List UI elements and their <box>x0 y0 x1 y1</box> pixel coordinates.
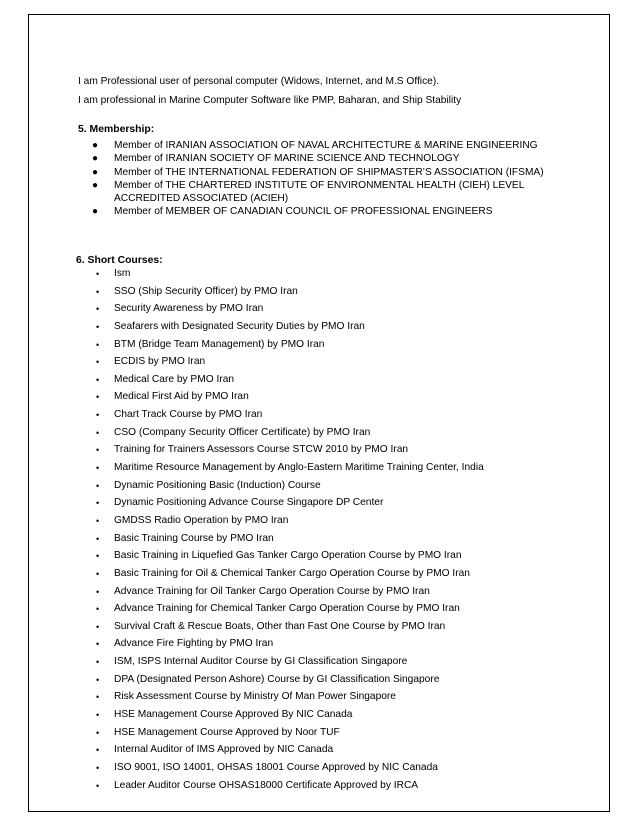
bullet-icon: ● <box>92 180 99 192</box>
intro-line: I am Professional user of personal computer (Widows, Internet, and M.S Office). <box>78 76 440 87</box>
bullet-icon: ● <box>92 140 99 151</box>
bullet-icon: • <box>96 321 100 332</box>
course-item-text: Basic Training Course by PMO Iran <box>114 532 274 544</box>
bullet-icon: ● <box>92 206 99 218</box>
list-item <box>94 497 574 515</box>
bullet-icon: • <box>96 568 100 579</box>
list-item <box>94 391 574 409</box>
bullet-icon: • <box>96 533 100 544</box>
bullet-icon: • <box>96 410 100 421</box>
list-item <box>94 515 574 533</box>
course-item-text: HSE Management Course Approved By NIC Canada <box>114 709 353 721</box>
list-item <box>94 550 574 568</box>
course-item-text: GMDSS Radio Operation by PMO Iran <box>114 514 289 526</box>
bullet-icon: • <box>96 339 100 350</box>
bullet-icon: • <box>96 710 100 721</box>
course-item-text: Seafarers with Designated Security Duties by PMO Iran <box>114 320 365 332</box>
list-item <box>94 321 574 339</box>
courses-list <box>94 268 574 797</box>
membership-item-text: Member of THE CHARTERED INSTITUTE OF ENVIRONMENTAL HEALTH (CIEH) LEVEL ACCREDITED ASSOCIATED (ACIEH) <box>114 180 525 204</box>
list-item <box>94 603 574 621</box>
intro-line: I am professional in Marine Computer Software like PMP, Baharan, and Ship Stability <box>78 95 462 106</box>
list-item <box>94 568 574 586</box>
bullet-icon: • <box>96 269 100 279</box>
bullet-icon: • <box>96 286 100 297</box>
bullet-icon: • <box>96 674 100 685</box>
bullet-icon: ● <box>92 153 99 165</box>
list-item <box>94 462 574 480</box>
list-item <box>94 674 574 692</box>
list-item <box>94 533 574 551</box>
bullet-icon: • <box>96 392 100 403</box>
course-item-text: Basic Training in Liquefied Gas Tanker Cargo Operation Course by PMO Iran <box>114 550 462 562</box>
bullet-icon: • <box>96 692 100 703</box>
membership-list <box>90 140 560 219</box>
course-item-text: Advance Fire Fighting by PMO Iran <box>114 638 274 650</box>
list-item <box>94 444 574 462</box>
list-item <box>94 286 574 304</box>
course-item-text: ECDIS by PMO Iran <box>114 356 206 368</box>
list-item <box>94 303 574 321</box>
bullet-icon: • <box>96 780 100 791</box>
bullet-icon: • <box>96 427 100 438</box>
course-item-text: SSO (Ship Security Officer) by PMO Iran <box>114 285 298 297</box>
list-item <box>94 427 574 445</box>
course-item-text: Training for Trainers Assessors Course STCW 2010 by PMO Iran <box>114 444 409 456</box>
list-item <box>94 356 574 374</box>
membership-heading: 5. Membership: <box>78 124 155 135</box>
course-item-text: Ism <box>114 268 131 279</box>
courses-heading: 6. Short Courses: <box>76 255 163 266</box>
list-item <box>94 727 574 745</box>
course-item-text: Leader Auditor Course OHSAS18000 Certificate Approved by IRCA <box>114 779 419 791</box>
list-item <box>90 206 560 218</box>
course-item-text: Advance Training for Oil Tanker Cargo Operation Course by PMO Iran <box>114 585 430 597</box>
list-item <box>90 167 560 179</box>
list-item <box>94 480 574 498</box>
course-item-text: Dynamic Positioning Basic (Induction) Course <box>114 479 321 491</box>
list-item <box>94 638 574 656</box>
course-item-text: Security Awareness by PMO Iran <box>114 303 264 315</box>
list-item <box>90 140 560 152</box>
bullet-icon: • <box>96 463 100 474</box>
bullet-icon: • <box>96 586 100 597</box>
list-item <box>94 374 574 392</box>
course-item-text: Medical Care by PMO Iran <box>114 373 235 385</box>
list-item <box>94 409 574 427</box>
bullet-icon: • <box>96 304 100 315</box>
list-item <box>94 762 574 780</box>
membership-item-text: Member of THE INTERNATIONAL FEDERATION OF SHIPMASTER’S ASSOCIATION (IFSMA) <box>114 166 544 178</box>
course-item-text: Medical First Aid by PMO Iran <box>114 391 249 403</box>
list-item <box>90 153 560 165</box>
bullet-icon: • <box>96 480 100 491</box>
bullet-icon: • <box>96 445 100 456</box>
membership-item-text: Member of MEMBER OF CANADIAN COUNCIL OF PROFESSIONAL ENGINEERS <box>114 206 493 218</box>
list-item <box>94 621 574 639</box>
list-item <box>94 780 574 798</box>
intro-section <box>78 72 578 110</box>
bullet-icon: • <box>96 727 100 738</box>
course-item-text: HSE Management Course Approved by Noor TUF <box>114 726 340 738</box>
bullet-icon: • <box>96 745 100 756</box>
bullet-icon: • <box>96 357 100 368</box>
course-item-text: BTM (Bridge Team Management) by PMO Iran <box>114 338 325 350</box>
bullet-icon: • <box>96 657 100 668</box>
list-item <box>94 268 574 286</box>
list-item <box>94 691 574 709</box>
bullet-icon: • <box>96 762 100 773</box>
bullet-icon: • <box>96 515 100 526</box>
list-item <box>94 709 574 727</box>
list-item <box>90 180 560 205</box>
bullet-icon: • <box>96 604 100 615</box>
course-item-text: Advance Training for Chemical Tanker Cargo Operation Course by PMO Iran <box>114 603 460 615</box>
bullet-icon: • <box>96 639 100 650</box>
course-item-text: Maritime Resource Management by Anglo-Eastern Maritime Training Center, India <box>114 462 484 474</box>
course-item-text: ISM, ISPS Internal Auditor Course by GI Classification Singapore <box>114 656 408 668</box>
bullet-icon: • <box>96 498 100 509</box>
list-item <box>94 339 574 357</box>
course-item-text: DPA (Designated Person Ashore) Course by GI Classification Singapore <box>114 673 440 685</box>
course-item-text: Basic Training for Oil & Chemical Tanker Cargo Operation Course by PMO Iran <box>114 567 470 579</box>
bullet-icon: • <box>96 551 100 562</box>
bullet-icon: ● <box>92 166 99 178</box>
course-item-text: Survival Craft & Rescue Boats, Other than Fast One Course by PMO Iran <box>114 620 446 632</box>
course-item-text: Risk Assessment Course by Ministry Of Man Power Singapore <box>114 691 396 703</box>
course-item-text: CSO (Company Security Officer Certificate) by PMO Iran <box>114 426 371 438</box>
course-item-text: Internal Auditor of IMS Approved by NIC Canada <box>114 744 334 756</box>
course-item-text: ISO 9001, ISO 14001, OHSAS 18001 Course Approved by NIC Canada <box>114 761 438 773</box>
bullet-icon: • <box>96 374 100 385</box>
list-item <box>94 744 574 762</box>
list-item <box>94 656 574 674</box>
membership-item-text: Member of IRANIAN SOCIETY OF MARINE SCIENCE AND TECHNOLOGY <box>114 153 460 165</box>
course-item-text: Dynamic Positioning Advance Course Singapore DP Center <box>114 497 384 509</box>
membership-item-text: Member of IRANIAN ASSOCIATION OF NAVAL ARCHITECTURE & MARINE ENGINEERING <box>114 140 538 151</box>
bullet-icon: • <box>96 621 100 632</box>
list-item <box>94 586 574 604</box>
course-item-text: Chart Track Course by PMO Iran <box>114 409 263 421</box>
